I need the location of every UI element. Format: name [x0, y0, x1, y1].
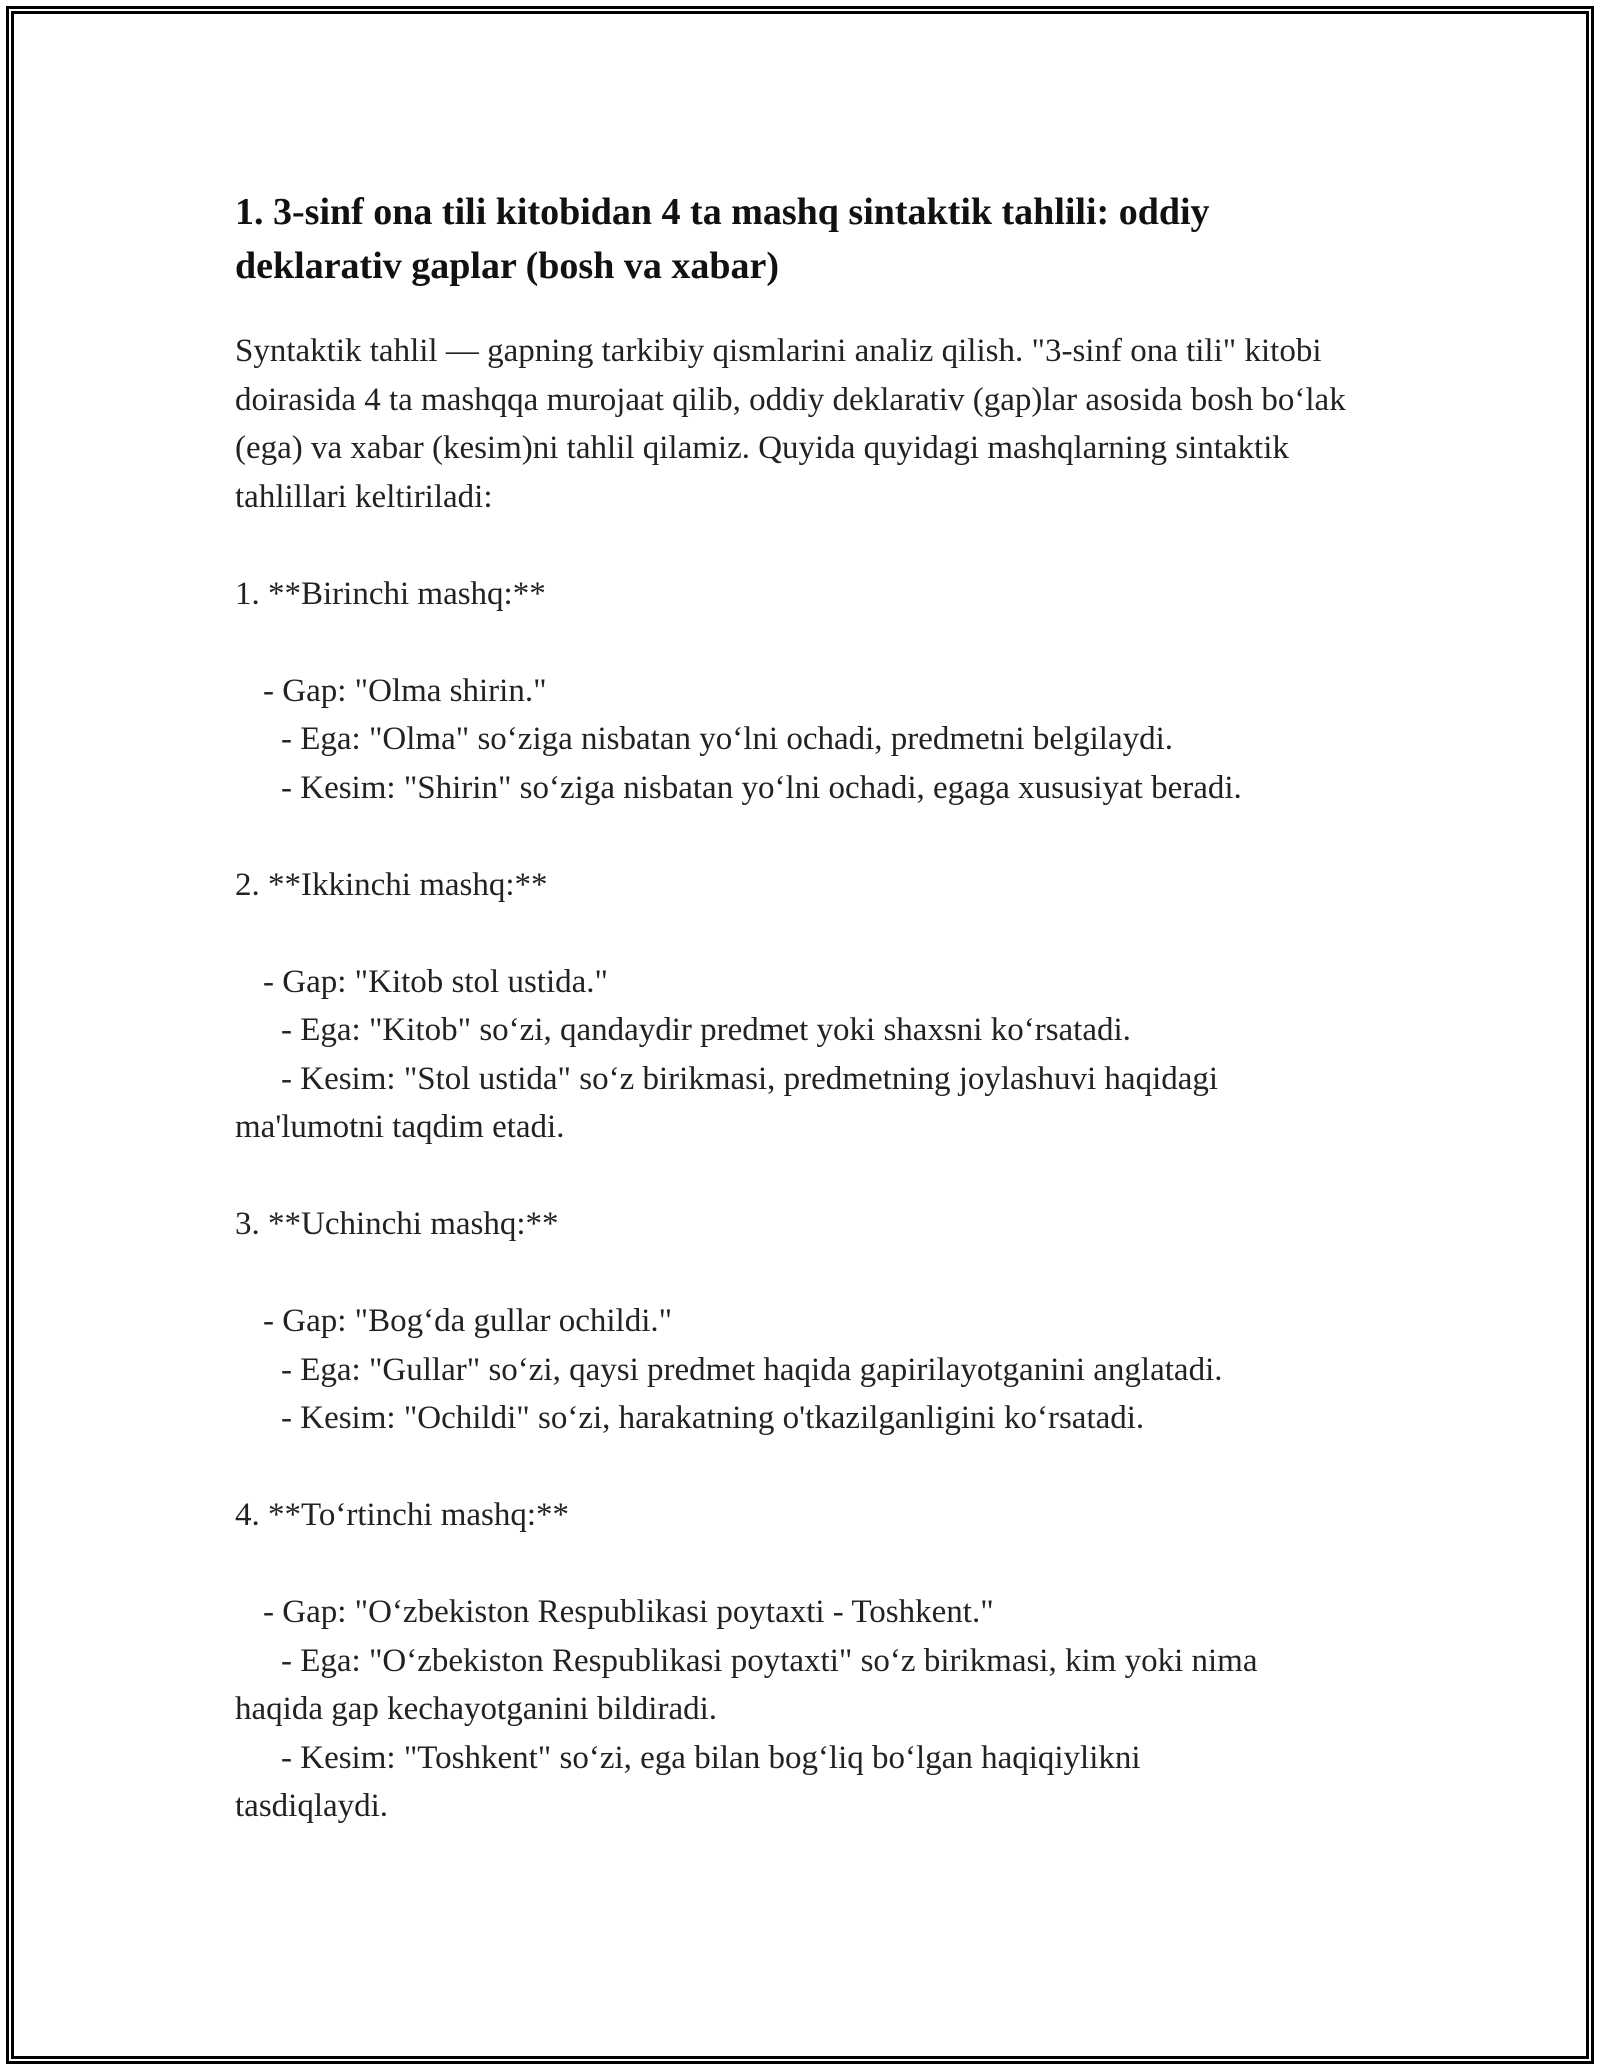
spacer: [235, 1540, 1375, 1589]
exercise-4: [235, 1491, 1375, 1831]
spacer: [235, 1443, 1375, 1492]
exercise-ega: - Ega: "Olma" so‘ziga nisbatan yo‘lni ochadi, predmetni belgilaydi.: [281, 721, 1174, 757]
spacer: [235, 909, 1375, 958]
exercise-kesim-continuation: ma'lumotni taqdim etadi.: [235, 1109, 565, 1145]
spacer: [235, 812, 1375, 861]
exercise-heading: 2. **Ikkinchi mashq:**: [235, 866, 548, 903]
exercise-gap: - Gap: "Kitob stol ustida.": [263, 963, 609, 1000]
exercise-gap: - Gap: "Bog‘da gullar ochildi.": [263, 1303, 673, 1339]
exercise-ega: - Ega: "Kitob" so‘zi, qandaydir predmet yoki shaxsni ko‘rsatadi.: [281, 1012, 1131, 1048]
document-body: [235, 185, 1375, 1831]
exercise-heading: 3. **Uchinchi mashq:**: [235, 1206, 559, 1242]
exercise-1: [235, 570, 1375, 813]
exercise-ega-continuation: haqida gap kechayotganini bildiradi.: [235, 1691, 718, 1727]
exercise-kesim: - Kesim: "Stol ustida" so‘z birikmasi, predmetning joylashuvi haqidagi: [281, 1060, 1219, 1097]
exercise-gap: - Gap: "Olma shirin.": [263, 672, 547, 709]
spacer: [235, 1152, 1375, 1201]
spacer: [235, 1249, 1375, 1298]
intro-paragraph: Syntaktik tahlil — gapning tarkibiy qismlarini analiz qilish. "3-sinf ona tili" kitobi doirasida 4 ta mashqqa murojaat qilib, oddiy deklarativ (gap)lar asosida bosh bo‘lak (ega) va xabar (kesim)ni tahlil qilamiz. Quyida quyidagi mashqlarning sintaktik tahlillari keltiriladi:: [235, 333, 1346, 515]
spacer: [235, 521, 1375, 570]
document-title: 1. 3-sinf ona tili kitobidan 4 ta mashq sintaktik tahlili: oddiy deklarativ gaplar (bosh va xabar): [235, 191, 1210, 287]
spacer: [235, 618, 1375, 667]
exercise-3: [235, 1200, 1375, 1443]
exercise-ega: - Ega: "O‘zbekiston Respublikasi poytaxti" so‘z birikmasi, kim yoki nima: [281, 1642, 1258, 1679]
exercise-heading: 1. **Birinchi mashq:**: [235, 575, 546, 612]
exercise-ega: - Ega: "Gullar" so‘zi, qaysi predmet haqida gapirilayotganini anglatadi.: [281, 1351, 1223, 1388]
exercise-kesim: - Kesim: "Ochildi" so‘zi, harakatning o'tkazilganligini ko‘rsatadi.: [281, 1400, 1145, 1436]
exercise-2: [235, 861, 1375, 1152]
exercise-kesim: - Kesim: "Shirin" so‘ziga nisbatan yo‘lni ochadi, egaga xususiyat beradi.: [281, 769, 1242, 806]
exercise-kesim: - Kesim: "Toshkent" so‘zi, ega bilan bog‘liq bo‘lgan haqiqiylikni: [281, 1739, 1141, 1776]
exercise-kesim-continuation: tasdiqlaydi.: [235, 1788, 389, 1824]
exercise-heading: 4. **To‘rtinchi mashq:**: [235, 1497, 570, 1533]
exercise-gap: - Gap: "O‘zbekiston Respublikasi poytaxti - Toshkent.": [263, 1594, 994, 1630]
